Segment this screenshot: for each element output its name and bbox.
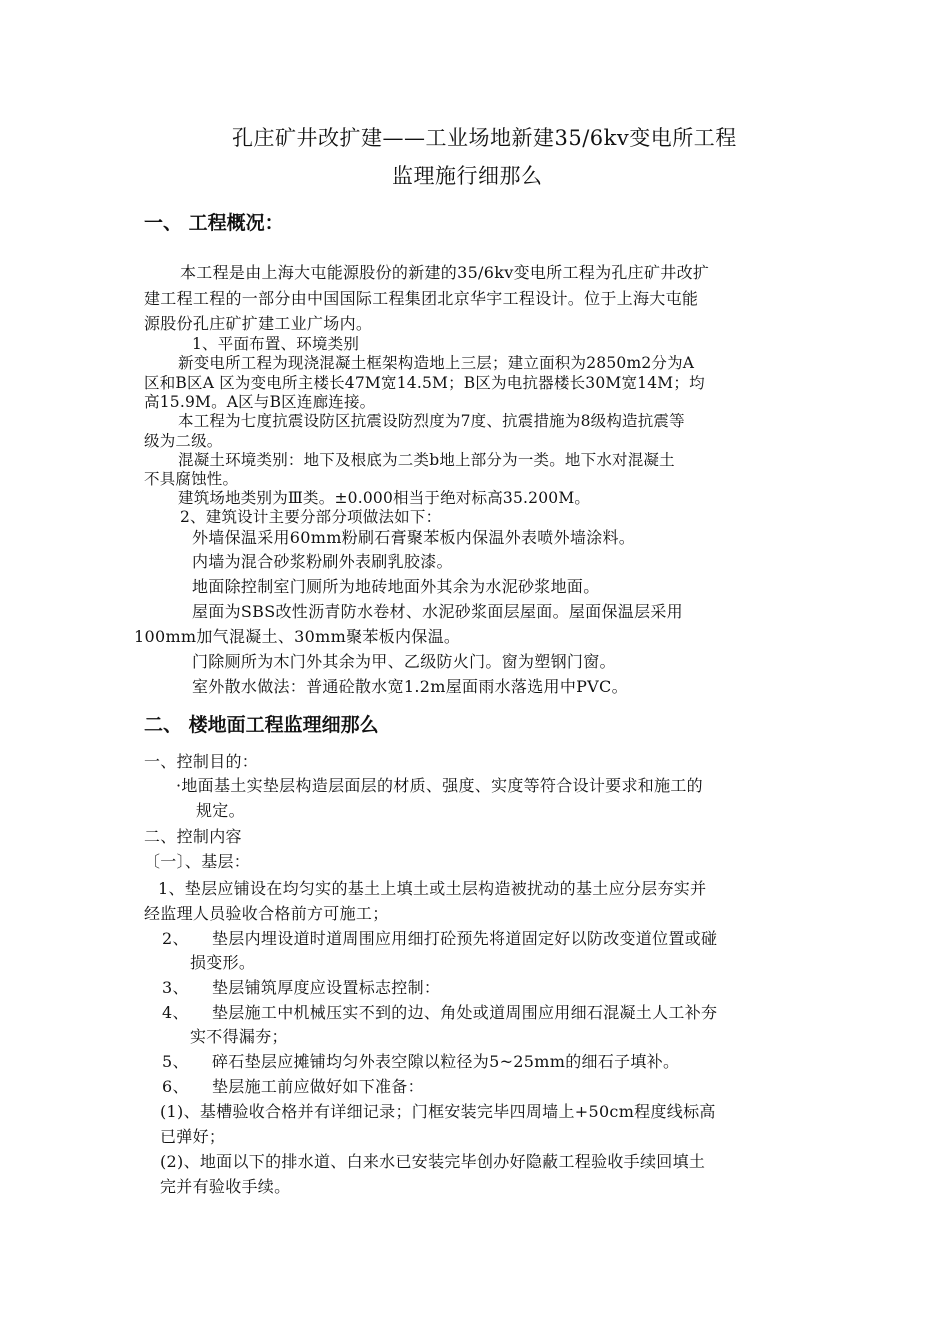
intro-line: 源股份孔庄矿扩建工业广场内。	[144, 314, 373, 333]
sub1-line: 级为二级。	[144, 432, 223, 450]
sub1-line: 建筑场地类别为Ⅲ类。±0.000相当于绝对标高35.200M。	[178, 489, 591, 507]
section1-heading: 一、 工程概况：	[144, 212, 284, 234]
list-number: 5、	[162, 1052, 189, 1071]
sub2-line: 内墙为混合砂浆粉刷外表刷乳胶漆。	[192, 552, 453, 571]
sub1-line: 不具腐蚀性。	[144, 470, 239, 488]
purpose-line: ·地面基土实垫层构造层面层的材质、强度、实度等符合设计要求和施工的	[176, 776, 703, 795]
content-title: 二、控制内容	[144, 827, 242, 846]
sub2-line: 屋面为SBS改性沥青防水卷材、水泥砂浆面层屋面。屋面保温层采用	[192, 602, 683, 621]
list-item: 实不得漏夯；	[190, 1027, 288, 1046]
list-item: 损变形。	[190, 953, 256, 972]
section2-heading: 二、 楼地面工程监理细那么	[144, 714, 379, 736]
sub2-line: 门除厕所为木门外其余为甲、乙级防火门。窗为塑钢门窗。	[192, 652, 616, 671]
purpose-line: 规定。	[196, 801, 245, 820]
list-item: 垫层施工中机械压实不到的边、角处或道周围应用细石混凝土人工补夯	[212, 1003, 718, 1022]
list-item: 已弹好；	[160, 1127, 226, 1146]
sub2-title: 2、建筑设计主要分部分项做法如下：	[180, 508, 442, 526]
sub2-line: 100mm加气混凝土、30mm聚苯板内保温。	[134, 627, 461, 646]
list-item: 碎石垫层应摊铺均匀外表空隙以粒径为5~25mm的细石子填补。	[212, 1052, 680, 1071]
sub1-line: 混凝土环境类别：地下及根底为二类b地上部分为一类。地下水对混凝土	[178, 451, 675, 469]
intro-line: 建工程工程的一部分由中国国际工程集团北京华宇工程设计。位于上海大屯能	[144, 289, 699, 308]
list-number: 3、	[162, 978, 189, 997]
intro-line: 本工程是由上海大屯能源股份的新建的35/6kv变电所工程为孔庄矿井改扩	[180, 263, 710, 282]
base-title: 〔一〕、基层：	[144, 852, 251, 871]
doc-title-line1: 孔庄矿井改扩建——工业场地新建35/6kv变电所工程	[232, 126, 737, 150]
list-item: 完并有验收手续。	[160, 1177, 291, 1196]
list-item: 1、垫层应铺设在均匀实的基土上填土或土层构造被扰动的基土应分层夯实并	[158, 879, 707, 898]
list-item: 经监理人员验收合格前方可施工；	[144, 904, 389, 923]
list-item: 垫层内埋设道时道周围应用细打砼预先将道固定好以防改变道位置或碰	[212, 929, 718, 948]
list-item: (2)、地面以下的排水道、白来水已安装完毕创办好隐蔽工程验收手续回填土	[160, 1152, 706, 1171]
list-item: (1)、基槽验收合格并有详细记录；门框安装完毕四周墙上+50cm程度线标高	[160, 1102, 716, 1121]
doc-title-line2: 监理施行细那么	[392, 164, 543, 188]
list-item: 垫层铺筑厚度应设置标志控制：	[212, 978, 441, 997]
sub1-title: 1、平面布置、环境类别	[192, 335, 360, 353]
list-number: 6、	[162, 1077, 189, 1096]
sub1-line: 区和B区A 区为变电所主楼长47M宽14.5M；B区为电抗器楼长30M宽14M；均	[144, 374, 705, 392]
purpose-title: 一、控制目的：	[144, 752, 259, 771]
sub1-line: 新变电所工程为现浇混凝土框架构造地上三层；建立面积为2850m2分为A	[178, 354, 695, 372]
sub2-line: 室外散水做法：普通砼散水宽1.2m屋面雨水落选用中PVC。	[192, 677, 628, 696]
sub1-line: 本工程为七度抗震设防区抗震设防烈度为7度、抗震措施为8级构造抗震等	[178, 412, 685, 430]
list-item: 垫层施工前应做好如下准备：	[212, 1077, 424, 1096]
sub2-line: 外墙保温采用60mm粉刷石膏聚苯板内保温外表喷外墙涂料。	[192, 528, 636, 547]
sub2-line: 地面除控制室门厕所为地砖地面外其余为水泥砂浆地面。	[192, 577, 600, 596]
list-number: 2、	[162, 929, 189, 948]
list-number: 4、	[162, 1003, 189, 1022]
sub1-line: 高15.9M。A区与B区连廊连接。	[144, 393, 376, 411]
